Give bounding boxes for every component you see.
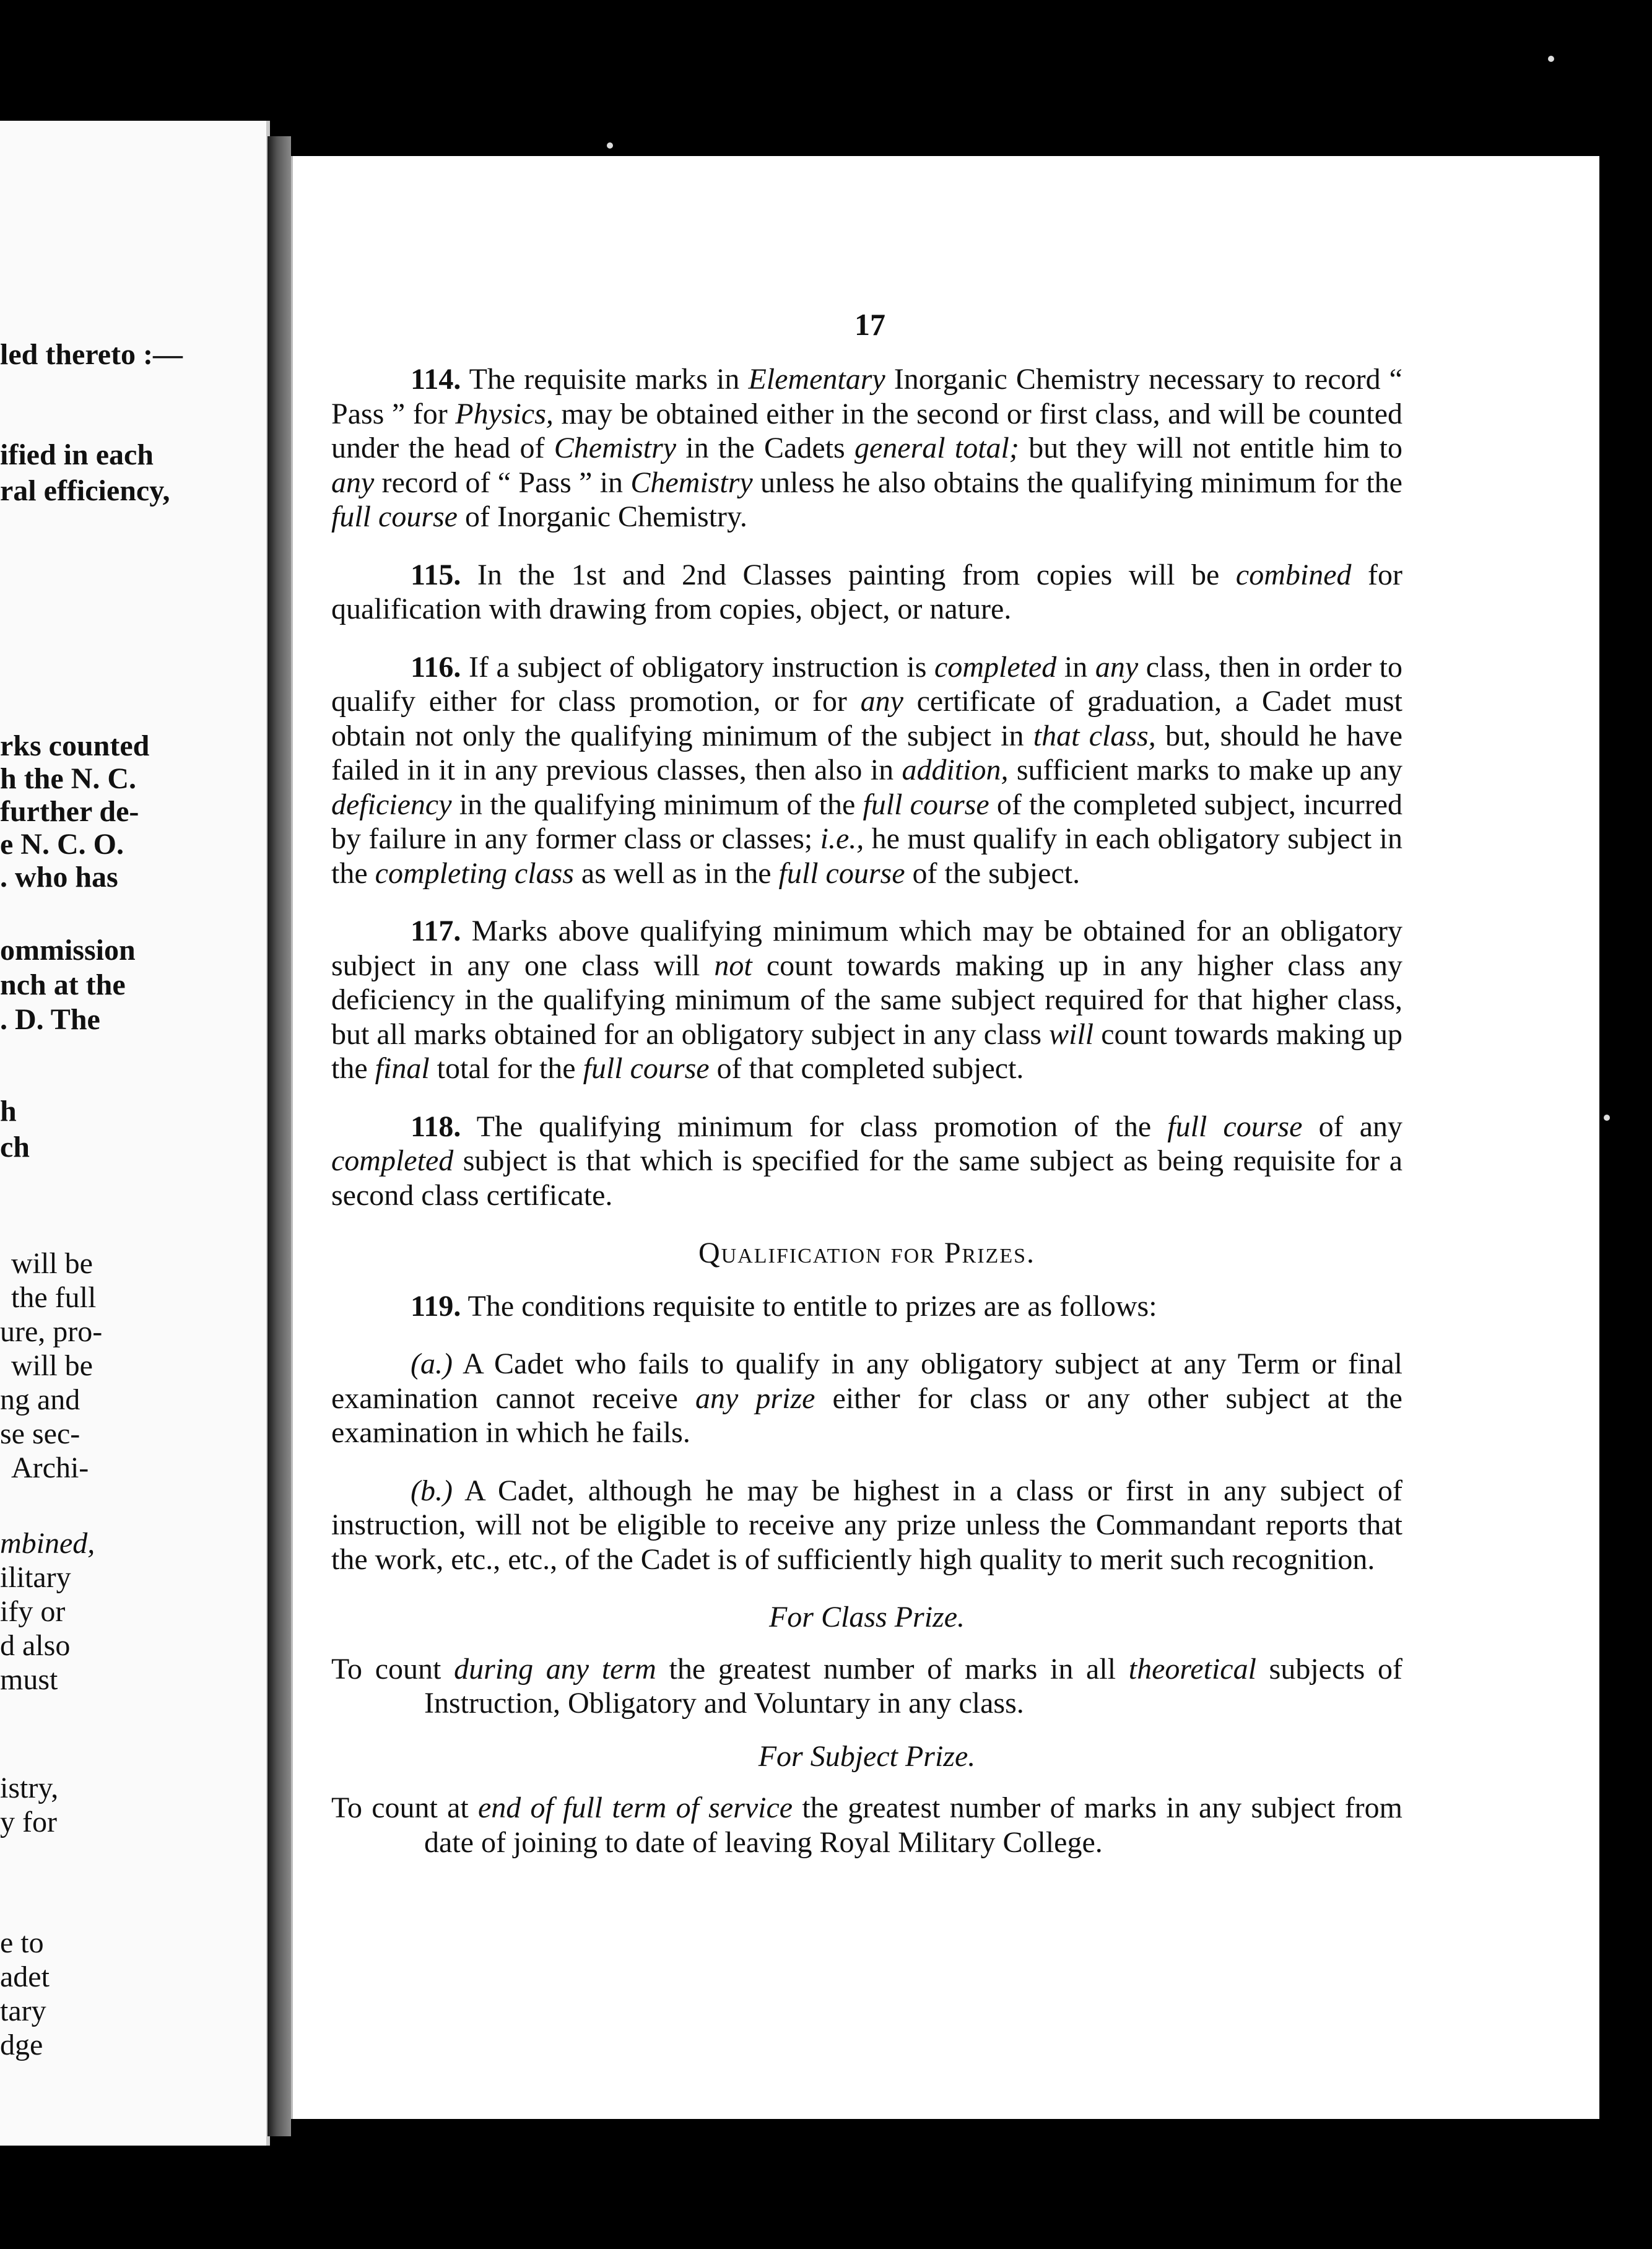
paragraph-number: 114. bbox=[411, 363, 461, 396]
italic-run: any bbox=[331, 466, 375, 499]
text-run: either for class or any other subject at the examination in which he fails. bbox=[331, 1381, 1402, 1449]
italic-run: general total; bbox=[854, 432, 1019, 464]
section-heading: Qualification for Prizes. bbox=[698, 1237, 1036, 1269]
left-page-fragment: e N. C. O. bbox=[0, 828, 124, 861]
italic-run: full course bbox=[1167, 1110, 1303, 1143]
italic-run: completing class bbox=[375, 856, 574, 890]
italic-run: not bbox=[714, 949, 752, 982]
text-run: A Cadet, although he may be highest in a class or first in any subject of instruction, will not be eligible to receive any prize unless the Commandant reports that the work, etc., etc., of the Cadet is of sufficiently high quality to merit such recognition. bbox=[331, 1474, 1402, 1576]
left-page-fragment: h the N. C. bbox=[0, 762, 137, 795]
italic-run: completed bbox=[934, 650, 1057, 684]
left-page-fragment: led thereto :— bbox=[0, 338, 183, 371]
text-run: for qualification with drawing from copies, object, or nature. bbox=[331, 558, 1402, 625]
left-page-fragment: will be bbox=[11, 1349, 93, 1382]
left-page-fragment: Archi- bbox=[11, 1451, 89, 1484]
italic-run: Elementary bbox=[748, 363, 885, 396]
page-body bbox=[331, 362, 1402, 1878]
text-run: record of “ Pass ” in bbox=[374, 466, 631, 499]
text-run: the greatest number of marks in any subject from date of joining to date of leaving Royal Military College. bbox=[424, 1791, 1402, 1859]
text-run: in bbox=[1056, 650, 1095, 684]
italic-run: that class, bbox=[1033, 719, 1156, 752]
text-run: To count bbox=[331, 1652, 454, 1686]
text-run: certificate of graduation, a Cadet must obtain not only the qualifying minimum of the subject in bbox=[331, 685, 1402, 752]
text-run: of any bbox=[1302, 1110, 1402, 1143]
italic-run: deficiency bbox=[331, 788, 452, 821]
left-page-fragment: e to bbox=[0, 1926, 44, 1959]
left-page-fragment: must bbox=[0, 1663, 58, 1696]
text-run: Inorganic Chemistry necessary to record “ Pass ” for bbox=[331, 363, 1402, 430]
text-run: of the completed subject, incurred by failure in any former class or classes; bbox=[331, 788, 1403, 855]
left-page-fragment: . who has bbox=[0, 861, 118, 894]
left-page-fragment: rks counted bbox=[0, 729, 150, 762]
italic-run: theoretical bbox=[1128, 1652, 1256, 1686]
paragraph-number: 115. bbox=[411, 558, 461, 591]
left-page-fragment: mbined, bbox=[0, 1527, 95, 1560]
left-page-fragment: will be bbox=[11, 1247, 93, 1280]
italic-run: combined bbox=[1235, 558, 1352, 591]
text-run: total for the bbox=[429, 1052, 583, 1085]
text-run: A Cadet who fails to qualify in any obligatory subject at any Term or final examination cannot receive bbox=[331, 1347, 1402, 1415]
left-page-fragment: ch bbox=[0, 1131, 30, 1164]
left-page-fragment: istry, bbox=[0, 1772, 59, 1804]
book-gutter bbox=[267, 136, 291, 2136]
italic-run: addition, bbox=[902, 754, 1009, 786]
paragraph-114 bbox=[331, 362, 1402, 534]
text-run: of the subject. bbox=[905, 856, 1080, 890]
italic-run: full course bbox=[863, 788, 989, 821]
text-run: In the 1st and 2nd Classes painting from copies will be bbox=[461, 558, 1236, 591]
text-run: The qualifying minimum for class promotion of the bbox=[461, 1110, 1168, 1143]
text-run: may be obtained either in the second or first class, and will be counted under the head of bbox=[331, 397, 1402, 464]
text-run: subjects of Instruction, Obligatory and Voluntary in any class. bbox=[424, 1652, 1402, 1720]
left-page-fragment: adet bbox=[0, 1960, 50, 1993]
paragraph-118 bbox=[331, 1110, 1402, 1213]
italic-run: during any term bbox=[454, 1652, 656, 1686]
left-page-fragment: ify or bbox=[0, 1595, 66, 1628]
italic-run: full course bbox=[331, 500, 458, 533]
italic-run: any bbox=[860, 685, 903, 718]
scan-speck bbox=[1548, 56, 1554, 62]
text-run: count towards making up the bbox=[331, 1017, 1402, 1085]
left-facing-page bbox=[0, 121, 270, 2146]
italic-run: will bbox=[1049, 1017, 1094, 1051]
italic-run: full course bbox=[583, 1052, 710, 1085]
italic-run: i.e., bbox=[820, 822, 864, 855]
left-page-fragment: ommission bbox=[0, 934, 136, 967]
left-page-fragment: ilitary bbox=[0, 1561, 71, 1594]
page-number: 17 bbox=[854, 307, 885, 342]
text-run: To count at bbox=[331, 1791, 478, 1824]
text-run: If a subject of obligatory instruction is bbox=[461, 650, 935, 684]
text-run: the greatest number of marks in all bbox=[656, 1652, 1129, 1686]
left-page-fragment: ral efficiency, bbox=[0, 474, 170, 507]
left-page-fragment: tary bbox=[0, 1995, 46, 2027]
italic-run: any bbox=[1095, 650, 1139, 684]
paragraph-115 bbox=[331, 558, 1402, 627]
subject-prize-rule bbox=[331, 1791, 1402, 1860]
paragraph-117 bbox=[331, 914, 1402, 1086]
italic-run: completed bbox=[331, 1144, 454, 1177]
text-run: count towards making up in any higher class any deficiency in the qualifying minimum of the same subject required for that higher class, but all marks obtained for an obligatory subject in any class bbox=[331, 949, 1402, 1051]
paragraph-number: 116. bbox=[411, 650, 461, 684]
scan-speck bbox=[1604, 1115, 1610, 1121]
paragraph-number: 117. bbox=[411, 915, 461, 947]
text-run: of Inorganic Chemistry. bbox=[457, 500, 747, 533]
italic-run: full course bbox=[778, 856, 905, 890]
text-run: unless he also obtains the qualifying minimum for the bbox=[752, 466, 1402, 499]
left-page-fragment: the full bbox=[11, 1281, 97, 1314]
text-run: but they will not entitle him to bbox=[1019, 432, 1402, 464]
text-run: subject is that which is specified for the same subject as being requisite for a second class certificate. bbox=[331, 1144, 1402, 1212]
paragraph-116 bbox=[331, 650, 1402, 891]
text-run: but, should he have failed in it in any previous classes, then also in bbox=[331, 719, 1403, 786]
left-page-fragment: ure, pro- bbox=[0, 1315, 103, 1348]
clause-label: (a.) bbox=[411, 1347, 453, 1380]
italic-run: Chemistry bbox=[630, 466, 753, 499]
italic-run: Physics, bbox=[455, 397, 554, 430]
scan-speck bbox=[607, 142, 613, 149]
subject-prize-title: For Subject Prize. bbox=[758, 1739, 976, 1773]
text-run: in the qualifying minimum of the bbox=[451, 788, 863, 821]
paragraph-number: 118. bbox=[411, 1110, 461, 1143]
left-page-fragment: dge bbox=[0, 2029, 43, 2061]
text-run: The conditions requisite to entitle to prizes are as follows: bbox=[461, 1289, 1157, 1323]
text-run: class, then in order to qualify either for class promotion, or for bbox=[331, 650, 1403, 718]
text-run: he must qualify in each obligatory subject in the bbox=[331, 822, 1402, 890]
class-prize-title: For Class Prize. bbox=[768, 1601, 965, 1633]
paragraph-119 bbox=[331, 1289, 1402, 1324]
class-prize-rule bbox=[331, 1652, 1402, 1721]
text-run: sufficient marks to make up any bbox=[1008, 754, 1402, 786]
text-run: The requisite marks in bbox=[461, 363, 749, 396]
italic-run: end of full term of service bbox=[477, 1791, 793, 1824]
text-run: of that completed subject. bbox=[709, 1052, 1024, 1085]
text-run: in the Cadets bbox=[676, 432, 854, 464]
clause-b bbox=[331, 1474, 1402, 1577]
clause-label: (b.) bbox=[411, 1474, 453, 1507]
left-page-fragment: ified in each bbox=[0, 438, 154, 471]
left-page-fragment: d also bbox=[0, 1629, 71, 1662]
left-page-fragment: . D. The bbox=[0, 1003, 100, 1036]
clause-a bbox=[331, 1347, 1402, 1450]
left-page-fragment: y for bbox=[0, 1806, 57, 1838]
italic-run: any prize bbox=[695, 1381, 815, 1415]
text-run: Marks above qualifying minimum which may be obtained for an obligatory subject in any one class will bbox=[331, 915, 1402, 982]
left-page-fragment: further de- bbox=[0, 795, 139, 828]
italic-run: final bbox=[375, 1052, 430, 1085]
left-page-fragment: nch at the bbox=[0, 968, 126, 1001]
left-page-fragment: h bbox=[0, 1095, 17, 1128]
paragraph-number: 119. bbox=[411, 1289, 461, 1323]
italic-run: Chemistry bbox=[554, 432, 677, 464]
left-page-fragment: se sec- bbox=[0, 1417, 80, 1450]
left-page-fragment: ng and bbox=[0, 1383, 80, 1416]
text-run: as well as in the bbox=[573, 856, 779, 890]
